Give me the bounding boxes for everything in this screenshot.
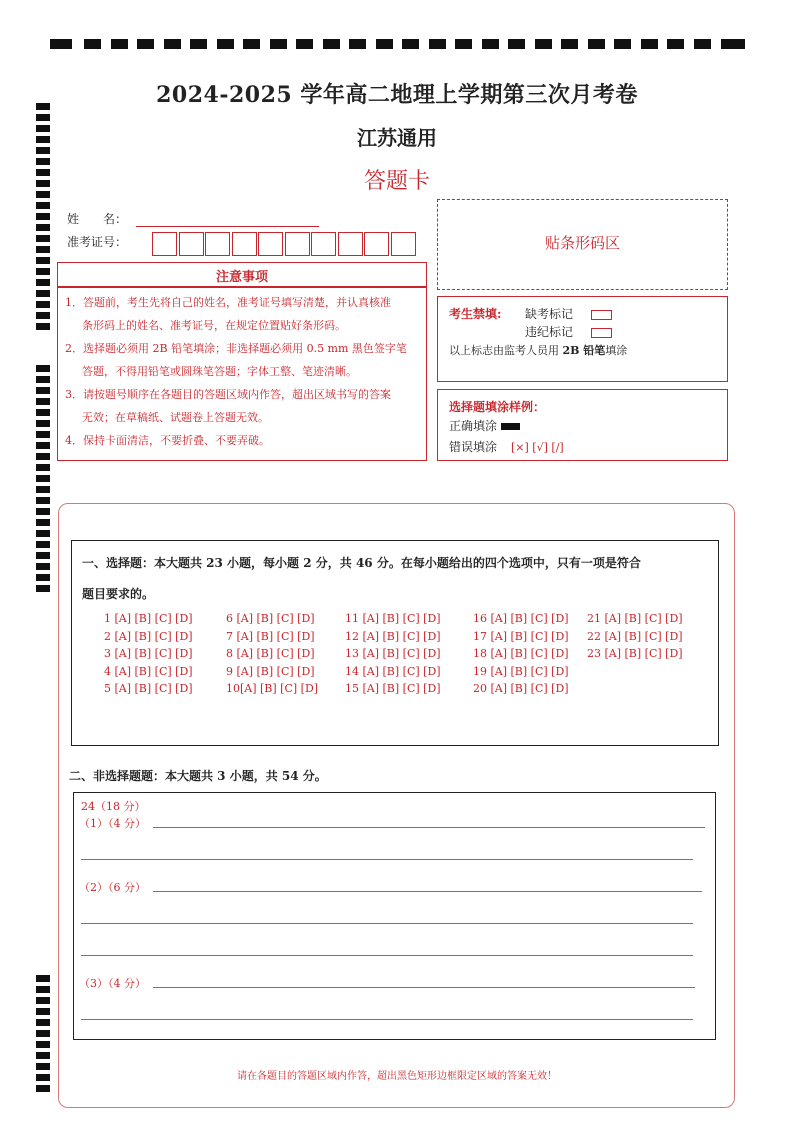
- forbidden-label: 考生禁填:: [449, 307, 502, 321]
- timing-mark: [84, 39, 101, 49]
- choice-section-title-line2: 题目要求的。: [82, 587, 155, 601]
- side-timing-mark: [36, 213, 50, 220]
- side-timing-mark: [36, 246, 50, 253]
- notice-item-2-line2: 答题，不得用铅笔或圆珠笔答题；字体工整、笔迹清晰。: [82, 365, 357, 378]
- side-timing-mark: [36, 409, 50, 416]
- id-digit-cell[interactable]: [152, 232, 177, 256]
- violation-label: 违纪标记: [525, 325, 574, 339]
- side-timing-mark: [36, 235, 50, 242]
- forbidden-note-suffix: 填涂: [605, 344, 628, 357]
- side-timing-mark: [36, 453, 50, 460]
- side-timing-mark: [36, 975, 50, 982]
- q24-label: 24（18 分）: [81, 800, 146, 813]
- timing-mark: [508, 39, 525, 49]
- absent-mark-row: [525, 305, 612, 322]
- timing-mark: [588, 39, 605, 49]
- side-timing-mark: [36, 508, 50, 515]
- side-timing-mark: [36, 202, 50, 209]
- timing-mark: [217, 39, 234, 49]
- choice-question[interactable]: 4 [A] [B] [C] [D]: [104, 664, 193, 678]
- id-digit-cell[interactable]: [285, 232, 310, 256]
- q24-part2-line-1[interactable]: [153, 891, 702, 892]
- q24-part3-label: （3）（4 分）: [79, 977, 146, 990]
- side-timing-mark: [36, 387, 50, 394]
- timing-mark: [614, 39, 631, 49]
- forbidden-box: [437, 296, 728, 382]
- notice-item-3-line1: 3．请按题号顺序在各题目的答题区域内作答，超出区域书写的答案: [65, 388, 391, 401]
- forbidden-note-bold: 2B 铅笔: [562, 344, 606, 357]
- id-digit-cell[interactable]: [205, 232, 230, 256]
- timing-mark: [667, 39, 684, 49]
- correct-fill-row: [449, 417, 520, 434]
- choice-question[interactable]: 15 [A] [B] [C] [D]: [345, 682, 441, 695]
- side-timing-mark: [36, 268, 50, 275]
- choice-question[interactable]: 19 [A] [B] [C] [D]: [473, 664, 569, 678]
- timing-mark: [50, 39, 72, 49]
- side-timing-mark: [36, 1041, 50, 1048]
- barcode-label: 贴条形码区: [544, 234, 620, 252]
- side-timing-mark: [36, 1052, 50, 1059]
- side-timing-mark: [36, 420, 50, 427]
- exam-region: 江苏通用: [357, 126, 437, 150]
- q24-part3-line-2[interactable]: [81, 1019, 693, 1020]
- fill-sample-box: [437, 389, 728, 461]
- choice-question[interactable]: 5 [A] [B] [C] [D]: [104, 682, 193, 695]
- q24-part2-line-2[interactable]: [81, 923, 693, 924]
- choice-question[interactable]: 13 [A] [B] [C] [D]: [345, 647, 441, 660]
- side-timing-mark: [36, 442, 50, 449]
- timing-mark: [270, 39, 287, 49]
- timing-mark: [402, 39, 419, 49]
- exam-title: 2024-2025 学年高二地理上学期第三次月考卷: [156, 82, 638, 108]
- id-digit-cell[interactable]: [391, 232, 416, 256]
- id-digit-cell[interactable]: [364, 232, 389, 256]
- q24-part1-label: （1）（4 分）: [79, 817, 146, 830]
- side-timing-mark: [36, 1085, 50, 1092]
- side-timing-mark: [36, 365, 50, 372]
- timing-mark: [641, 39, 658, 49]
- timing-mark: [482, 39, 499, 49]
- choice-question[interactable]: 20 [A] [B] [C] [D]: [473, 682, 569, 695]
- q24-part1-line-2[interactable]: [81, 859, 693, 860]
- side-timing-mark: [36, 563, 50, 570]
- timing-mark: [296, 39, 313, 49]
- side-timing-mark: [36, 398, 50, 405]
- notice-item-4: 4．保持卡面清洁，不要折叠、不要弄破。: [65, 434, 270, 447]
- timing-mark: [721, 39, 745, 49]
- timing-mark: [455, 39, 472, 49]
- violation-mark-row: [525, 323, 612, 340]
- choice-question[interactable]: 2 [A] [B] [C] [D]: [104, 629, 193, 643]
- footer-warning: 请在各题目的答题区域内作答，超出黑色矩形边框限定区域的答案无效！: [237, 1071, 557, 1082]
- side-timing-mark: [36, 552, 50, 559]
- side-timing-mark: [36, 574, 50, 581]
- timing-mark: [429, 39, 446, 49]
- side-timing-marks-2: [36, 365, 50, 596]
- side-timing-mark: [36, 114, 50, 121]
- side-timing-mark: [36, 530, 50, 537]
- choice-question[interactable]: 11 [A] [B] [C] [D]: [345, 612, 441, 625]
- notice-item-3-line2: 无效；在草稿纸、试题卷上答题无效。: [82, 411, 269, 424]
- notice-item-1-line1: 1．答题前，考生先将自己的姓名，准考证号填写清楚，并认真核准: [65, 296, 391, 309]
- wrong-fill-row: [449, 438, 564, 455]
- notice-title: 注意事项: [215, 270, 268, 285]
- id-digit-cell[interactable]: [311, 232, 336, 256]
- side-timing-mark: [36, 224, 50, 231]
- top-timing-marks: [50, 39, 745, 51]
- timing-mark: [190, 39, 207, 49]
- choice-question[interactable]: 22 [A] [B] [C] [D]: [587, 629, 683, 643]
- choice-question[interactable]: 6 [A] [B] [C] [D]: [226, 612, 315, 625]
- correct-fill-label: 正确填涂: [449, 419, 498, 433]
- choice-question[interactable]: 18 [A] [B] [C] [D]: [473, 647, 569, 660]
- choice-question[interactable]: 12 [A] [B] [C] [D]: [345, 629, 441, 643]
- q24-answer-box: [73, 792, 716, 1040]
- id-label: 准考证号：: [67, 235, 128, 249]
- choice-question[interactable]: 16 [A] [B] [C] [D]: [473, 612, 569, 625]
- fill-sample-title: 选择题填涂样例：: [449, 400, 546, 414]
- nonchoice-section-title: 二、非选择题题：本大题共 3 小题，共 54 分。: [69, 769, 327, 783]
- timing-mark: [323, 39, 340, 49]
- timing-mark: [111, 39, 128, 49]
- choice-question[interactable]: 10[A] [B] [C] [D]: [226, 682, 319, 695]
- side-timing-mark: [36, 1019, 50, 1026]
- side-timing-mark: [36, 1030, 50, 1037]
- choice-question[interactable]: 9 [A] [B] [C] [D]: [226, 664, 315, 678]
- absent-mark-box[interactable]: [591, 310, 612, 320]
- side-timing-mark: [36, 585, 50, 592]
- correct-fill-sample: [501, 423, 520, 430]
- timing-mark: [376, 39, 393, 49]
- choice-question[interactable]: 8 [A] [B] [C] [D]: [226, 647, 315, 660]
- barcode-area: [437, 199, 728, 290]
- violation-mark-box[interactable]: [591, 328, 612, 338]
- absent-label: 缺考标记: [525, 307, 574, 321]
- id-digit-cell[interactable]: [338, 232, 363, 256]
- timing-mark: [349, 39, 366, 49]
- choice-question[interactable]: 7 [A] [B] [C] [D]: [226, 629, 315, 643]
- side-timing-mark: [36, 290, 50, 297]
- side-timing-mark: [36, 497, 50, 504]
- side-timing-mark: [36, 475, 50, 482]
- q24-part2-line-3[interactable]: [81, 955, 693, 956]
- q24-part2-label: （2）（6 分）: [79, 881, 146, 894]
- side-timing-mark: [36, 431, 50, 438]
- timing-mark: [694, 39, 711, 49]
- name-label: 姓 名：: [67, 212, 128, 226]
- wrong-fill-label: 错误填涂: [449, 440, 498, 454]
- choice-question[interactable]: 3 [A] [B] [C] [D]: [104, 647, 193, 660]
- side-timing-mark: [36, 986, 50, 993]
- notice-item-2-line1: 2．选择题必须用 2B 铅笔填涂；非选择题必须用 0.5 mm 黑色签字笔: [65, 342, 407, 355]
- side-timing-mark: [36, 519, 50, 526]
- q24-part1-line-1[interactable]: [153, 827, 705, 828]
- choice-question[interactable]: 23 [A] [B] [C] [D]: [587, 647, 683, 660]
- id-digit-cell[interactable]: [179, 232, 204, 256]
- side-timing-mark: [36, 486, 50, 493]
- side-timing-mark: [36, 997, 50, 1004]
- choice-question[interactable]: 1 [A] [B] [C] [D]: [104, 612, 193, 625]
- side-timing-mark: [36, 464, 50, 471]
- side-timing-mark: [36, 1008, 50, 1015]
- forbidden-note: [449, 342, 627, 358]
- choice-question[interactable]: 21 [A] [B] [C] [D]: [587, 612, 683, 625]
- q24-part3-line-1[interactable]: [153, 987, 695, 988]
- choice-question[interactable]: 14 [A] [B] [C] [D]: [345, 664, 441, 678]
- side-timing-mark: [36, 541, 50, 548]
- choice-question[interactable]: 17 [A] [B] [C] [D]: [473, 629, 569, 643]
- id-digit-cell[interactable]: [232, 232, 257, 256]
- timing-mark: [561, 39, 578, 49]
- side-timing-mark: [36, 376, 50, 383]
- timing-mark: [164, 39, 181, 49]
- timing-mark: [137, 39, 154, 49]
- side-timing-mark: [36, 312, 50, 319]
- side-timing-mark: [36, 301, 50, 308]
- side-timing-mark: [36, 323, 50, 330]
- name-field[interactable]: [136, 226, 319, 227]
- id-digit-cell[interactable]: [258, 232, 283, 256]
- card-name: 答题卡: [363, 169, 430, 194]
- wrong-fill-marks: [×] [√] [/]: [511, 441, 564, 454]
- timing-mark: [535, 39, 552, 49]
- side-timing-mark: [36, 279, 50, 286]
- notice-item-1-line2: 条形码上的姓名、准考证号，在规定位置贴好条形码。: [82, 319, 346, 332]
- side-timing-mark: [36, 257, 50, 264]
- choice-section-title-line1: 一、选择题：本大题共 23 小题，每小题 2 分，共 46 分。在每小题给出的四个选项中，只有一项是符合: [82, 556, 641, 570]
- forbidden-note-prefix: 以上标志由监考人员用: [449, 344, 563, 357]
- timing-mark: [243, 39, 260, 49]
- notice-box: [57, 287, 427, 461]
